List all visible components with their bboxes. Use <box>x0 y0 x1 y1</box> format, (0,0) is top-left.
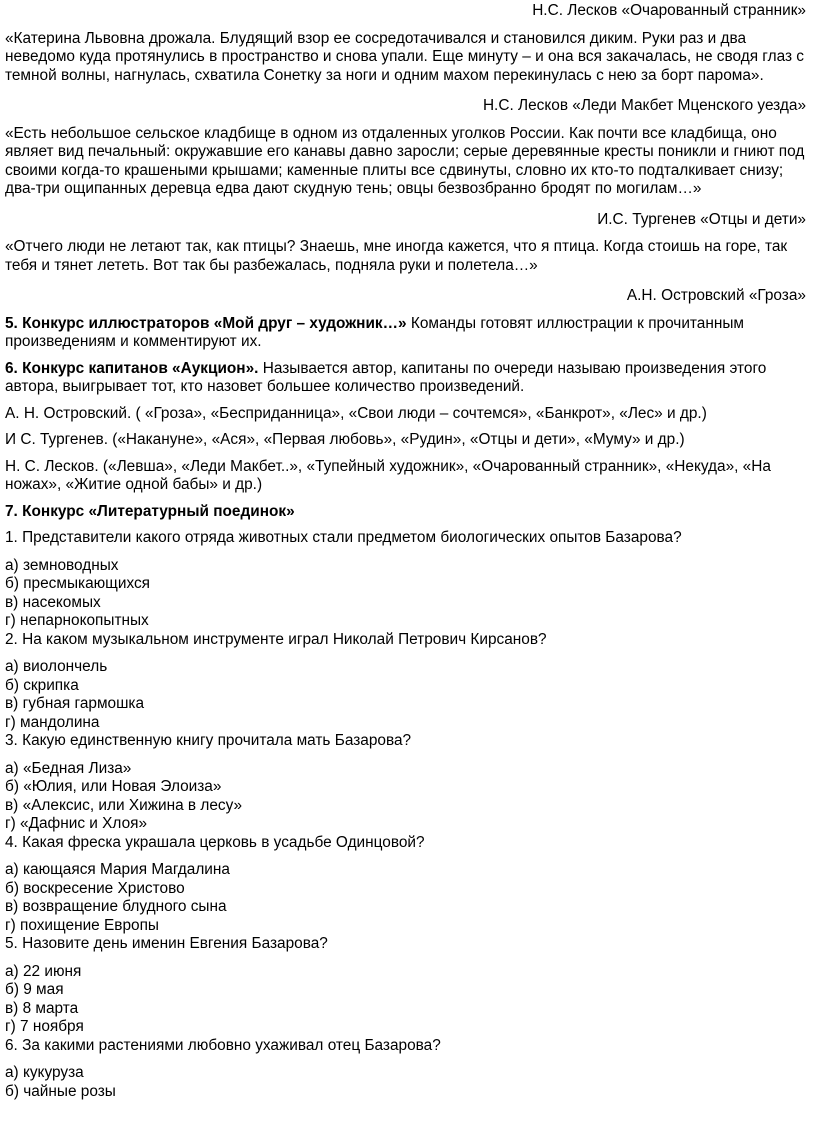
answer-option: в) насекомых <box>5 593 101 611</box>
quote-paragraph: «Есть небольшое сельское кладбище в одном из отдаленных уголков России. Как почти все кладбища, оно являет вид печальный: окружавшие его канавы давно заросли; серые деревянные кресты поникли и гниют под своими когда-то крашеными крышами; каменные плиты все сдвинуты, словно их кто-то подталкивает снизу; два-три ощипанных деревца едва дают скудную тень; овцы безвозбранно бродят по могилам…» <box>5 124 805 197</box>
answer-option: г) похищение Европы <box>5 916 159 934</box>
body-paragraph: И С. Тургенев. («Накануне», «Ася», «Первая любовь», «Рудин», «Отцы и дети», «Муму» и др.) <box>5 431 685 448</box>
answer-option: в) губная гармошка <box>5 695 145 712</box>
answer-option: г) «Дафнис и Хлоя» <box>5 815 148 832</box>
quote-paragraph: «Отчего люди не летают так, как птицы? Знаешь, мне иногда кажется, что я птица. Когда стоишь на горе, так тебя и тянет лететь. Вот так бы разбежалась, подняла руки и полетела…» <box>5 238 788 274</box>
answer-option: б) скрипка <box>5 676 79 694</box>
answer-option: б) чайные розы <box>5 1082 116 1100</box>
question-text: 2. На каком музыкальном инструменте играл Николай Петрович Кирсанов? <box>5 630 547 648</box>
answer-option: а) кающаяся Мария Магдалина <box>5 861 230 878</box>
answer-option: а) кукуруза <box>5 1064 84 1081</box>
answer-option: б) пресмыкающихся <box>5 575 150 592</box>
section-description: Команды готовят иллюстрации к прочитанным произведениям и комментируют их. <box>5 314 744 350</box>
body-paragraph: Н. С. Лесков. («Левша», «Леди Макбет..», «Тупейный художник», «Очарованный странник», «Некуда», «На ножах», «Житие одной бабы» и др.) <box>5 457 771 493</box>
body-paragraph <box>5 503 806 522</box>
answer-option: а) виолончель <box>5 658 108 675</box>
question-text: 1. Представители какого отряда животных стали предметом биологических опытов Базарова? <box>5 529 682 546</box>
section-heading: 7. Конкурс «Литературный поединок» <box>5 502 295 520</box>
body-paragraph <box>5 315 806 352</box>
section-heading: 6. Конкурс капитанов «Аукцион». <box>5 359 259 377</box>
quote-attribution: Н.С. Лесков «Леди Макбет Мценского уезда» <box>482 97 806 114</box>
answer-option: г) непарнокопытных <box>5 612 149 629</box>
section-description: Называется автор, капитаны по очереди называю произведения этого автора, выигрывает тот, кто назовет большее количество произведений. <box>5 359 767 395</box>
answer-option: б) воскресение Христово <box>5 879 185 897</box>
body-paragraph <box>5 360 806 397</box>
answer-option: б) 9 мая <box>5 981 64 998</box>
answer-option: в) 8 марта <box>5 999 79 1017</box>
body-paragraph: А. Н. Островский. ( «Гроза», «Бесприданница», «Свои люди – сочтемся», «Банкрот», «Лес» и др.) <box>5 404 707 422</box>
answer-option: в) возвращение блудного сына <box>5 898 227 915</box>
answer-option: г) мандолина <box>5 713 100 731</box>
question-text: 3. Какую единственную книгу прочитала мать Базарова? <box>5 732 412 749</box>
quote-attribution: А.Н. Островский «Гроза» <box>626 287 806 304</box>
question-text: 4. Какая фреска украшала церковь в усадьбе Одинцовой? <box>5 833 425 851</box>
answer-option: а) «Бедная Лиза» <box>5 759 132 777</box>
quote-attribution: Н.С. Лесков «Очарованный странник» <box>532 2 806 19</box>
answer-option: г) 7 ноября <box>5 1018 84 1035</box>
answer-option: а) земноводных <box>5 556 119 574</box>
quote-paragraph: «Катерина Львовна дрожала. Блудящий взор ее сосредотачивался и становился диким. Руки раз и два неведомо куда протянулись в пространство и снова упали. Еще минуту – и она вся закачалась, не сводя глаз с темной волны, нагнулась, схватила Сонетку за ноги и одним махом перекинулась с нею за борт парома». <box>5 29 804 84</box>
question-text: 5. Назовите день именин Евгения Базарова? <box>5 935 328 952</box>
question-text: 6. За какими растениями любовно ухаживал отец Базарова? <box>5 1036 441 1054</box>
section-heading: 5. Конкурс иллюстраторов «Мой друг – художник…» <box>5 314 407 332</box>
answer-option: а) 22 июня <box>5 962 82 980</box>
answer-option: в) «Алексис, или Хижина в лесу» <box>5 796 243 814</box>
quote-attribution: И.С. Тургенев «Отцы и дети» <box>597 210 806 228</box>
answer-option: б) «Юлия, или Новая Элоиза» <box>5 778 222 795</box>
